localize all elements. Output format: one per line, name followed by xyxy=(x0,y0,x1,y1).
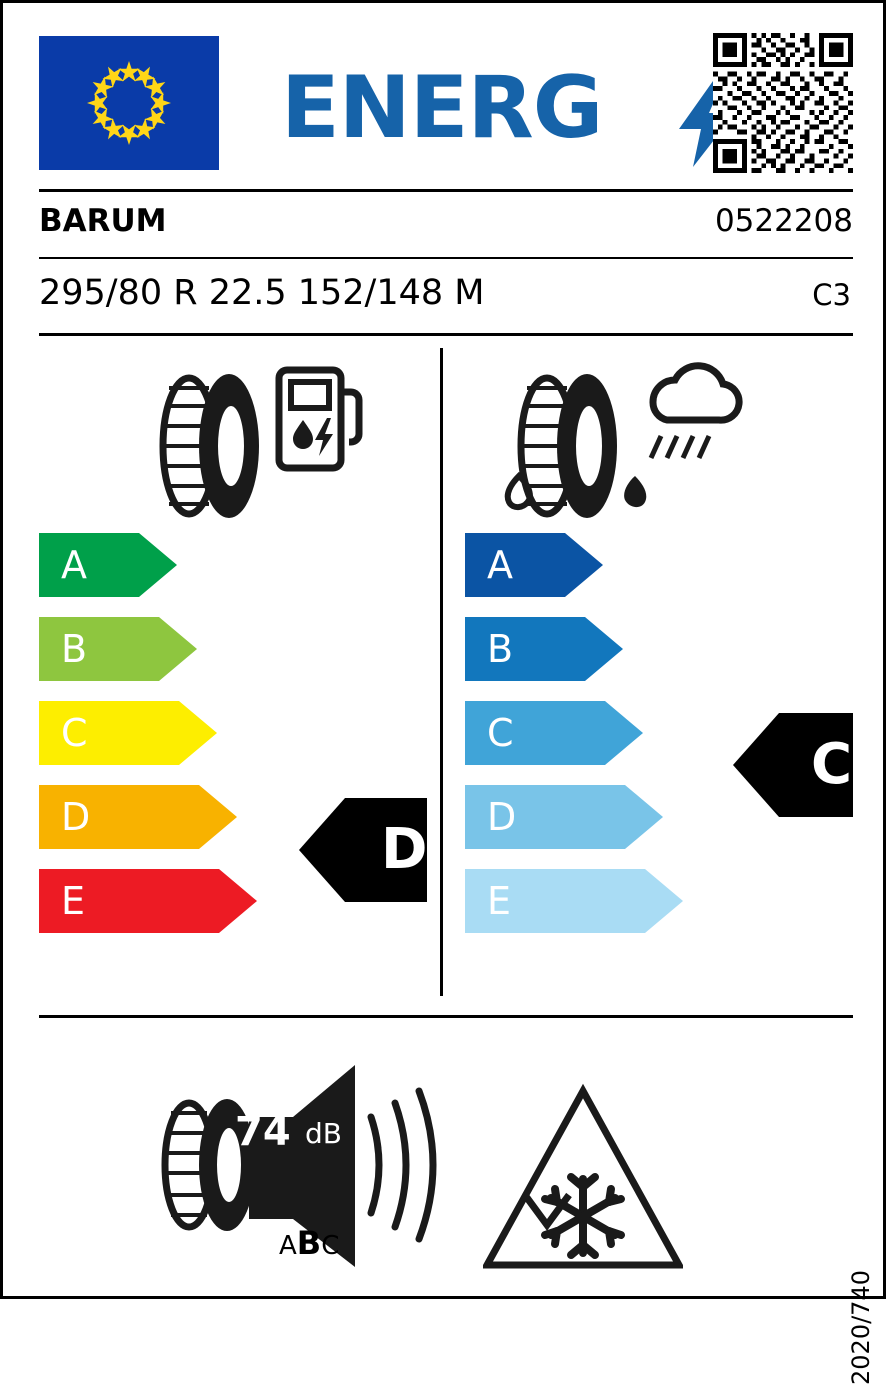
supplier-row xyxy=(39,201,853,249)
divider-brand xyxy=(39,257,853,259)
qr-code-icon xyxy=(713,33,853,173)
fuel-grade-c xyxy=(39,701,299,765)
fuel-grade-scale xyxy=(39,533,299,953)
noise-class-c: C xyxy=(321,1231,340,1261)
fuel-grade-a xyxy=(39,533,299,597)
tyre-class: C3 xyxy=(812,278,851,312)
page-title: ENERG xyxy=(281,58,603,158)
label-header xyxy=(39,33,853,173)
grade-letter: E xyxy=(61,879,86,923)
noise-value: 74 xyxy=(235,1109,291,1155)
wet-grip-grade-d xyxy=(465,785,725,849)
eu-flag-icon xyxy=(39,36,219,170)
fuel-efficiency-section xyxy=(39,348,431,998)
wet-grip-grade-a xyxy=(465,533,725,597)
noise-class-selected: B xyxy=(296,1224,322,1262)
wet-grip-grade-e xyxy=(465,869,725,933)
tyre-rain-cloud-icon xyxy=(485,358,745,533)
brand-name: BARUM xyxy=(39,203,167,239)
tyre-fuel-pump-icon xyxy=(131,358,371,528)
tyre-size-row xyxy=(39,271,853,319)
fuel-grade-e xyxy=(39,869,299,933)
grade-letter: C xyxy=(487,711,514,755)
grade-letter: E xyxy=(487,879,512,923)
divider-noise xyxy=(39,1015,853,1018)
wet-grip-rating-letter: C xyxy=(811,732,853,797)
trade-code: 0522208 xyxy=(714,203,853,239)
wet-grip-grade-c xyxy=(465,701,725,765)
regulation-reference: 2020/740 xyxy=(847,1270,875,1385)
grade-letter: B xyxy=(61,627,88,671)
wet-grip-rating-pointer xyxy=(733,713,853,817)
grade-letter: A xyxy=(61,543,87,587)
grade-letter: B xyxy=(487,627,514,671)
grade-letter: A xyxy=(487,543,513,587)
grade-letter: D xyxy=(61,795,91,839)
divider-size xyxy=(39,333,853,336)
grade-letter: C xyxy=(61,711,88,755)
tyre-size-designation: 295/80 R 22.5 152/148 M xyxy=(39,273,485,313)
divider-header xyxy=(39,189,853,192)
divider-vertical xyxy=(440,348,443,996)
wet-grip-grade-scale xyxy=(465,533,725,953)
grade-letter: D xyxy=(487,795,517,839)
wet-grip-grade-b xyxy=(465,617,725,681)
noise-unit: dB xyxy=(305,1117,342,1150)
fuel-grade-b xyxy=(39,617,299,681)
noise-class-a: A xyxy=(279,1231,297,1261)
fuel-rating-pointer xyxy=(299,798,427,902)
wet-grip-section xyxy=(455,348,853,998)
fuel-rating-letter: D xyxy=(381,817,428,882)
fuel-grade-d xyxy=(39,785,299,849)
noise-class-scale xyxy=(279,1224,340,1262)
three-peak-mountain-snowflake-icon xyxy=(483,1083,683,1273)
